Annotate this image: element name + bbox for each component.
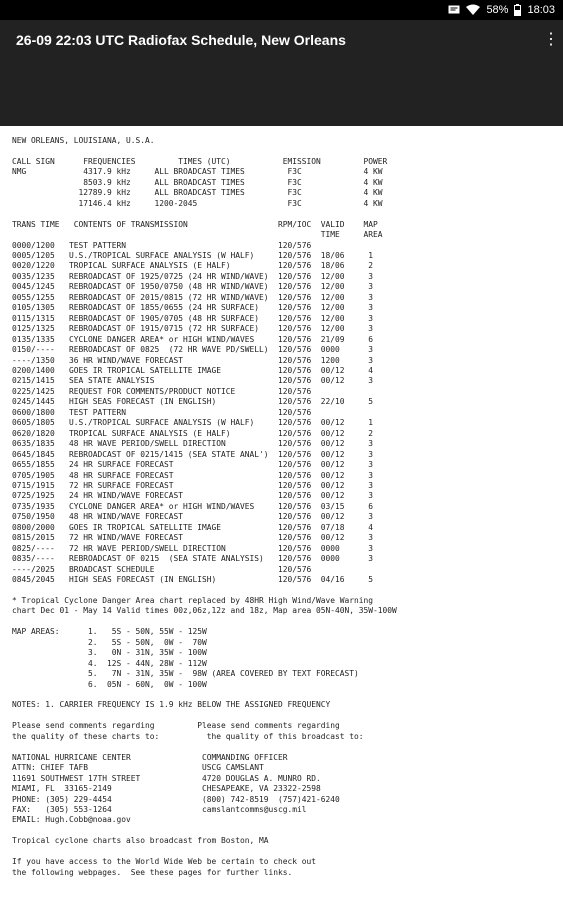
- document-line: 0815/2015 72 HR WIND/WAVE FORECAST 120/576 00/12 3: [12, 533, 374, 543]
- document-line: 0150/---- REBROADCAST OF 0825 (72 HR WAVE PD/SWELL) 120/576 0000 3: [12, 345, 374, 355]
- page-title: 26-09 22:03 UTC Radiofax Schedule, New Orleans: [16, 32, 346, 48]
- document-line: 0125/1325 REBROADCAST OF 1915/0715 (72 HR SURFACE) 120/576 12/00 3: [12, 324, 374, 334]
- document-line: 0035/1235 REBROADCAST OF 1925/0725 (24 HR WIND/WAVE) 120/576 12/00 3: [12, 271, 374, 281]
- battery-percent: 58%: [486, 4, 509, 16]
- document-line: 0705/1905 48 HR SURFACE FORECAST 120/576 00/12 3: [12, 470, 374, 480]
- document-line: 0115/1315 REBROADCAST OF 1905/0705 (48 HR SURFACE) 120/576 12/00 3: [12, 313, 374, 323]
- document-line: * Tropical Cyclone Danger Area chart replaced by 48HR High Wind/Wave Warning: [12, 595, 374, 605]
- document-line: ----/2025 BROADCAST SCHEDULE 120/576: [12, 564, 312, 574]
- document-line: 0000/1200 TEST PATTERN 120/576: [12, 240, 312, 250]
- document-line: 0225/1425 REQUEST FOR COMMENTS/PRODUCT NOTICE 120/576: [12, 386, 312, 396]
- document-line: FAX: (305) 553-1264 camslantcomms@uscg.mil: [12, 805, 307, 814]
- document-line: 11691 SOUTHWEST 17TH STREET 4720 DOUGLAS A. MUNRO RD.: [12, 773, 321, 783]
- document-line: 0735/1935 CYCLONE DANGER AREA* or HIGH WIND/WAVES 120/576 03/15 6: [12, 501, 374, 511]
- clock: 18:03: [527, 4, 555, 16]
- document-line: 0635/1835 48 HR WAVE PERIOD/SWELL DIRECTION 120/576 00/12 3: [12, 439, 374, 449]
- document-line: NEW ORLEANS, LOUISIANA, U.S.A.: [12, 136, 155, 145]
- message-icon: [448, 5, 460, 15]
- document-line: PHONE: (305) 229-4454 (800) 742-8519 (757)421-6240: [12, 794, 340, 804]
- document-line: Tropical cyclone charts also broadcast from Boston, MA: [12, 836, 269, 846]
- document-line: 0845/2045 HIGH SEAS FORECAST (IN ENGLISH) 120/576 04/16 5: [12, 575, 374, 585]
- document-line: 2. 5S - 50N, 0W - 70W: [12, 637, 207, 647]
- document-line: 0135/1335 CYCLONE DANGER AREA* or HIGH WIND/WAVES 120/576 21/09 6: [12, 334, 374, 344]
- document-line: 0200/1400 GOES IR TROPICAL SATELLITE IMAGE 120/576 00/12 4: [12, 365, 374, 375]
- document-line: 0020/1220 TROPICAL SURFACE ANALYSIS (E HALF) 120/576 18/06 2: [12, 261, 374, 271]
- document-line: 0620/1820 TROPICAL SURFACE ANALYSIS (E HALF) 120/576 00/12 2: [12, 428, 374, 438]
- document-line: MAP AREAS: 1. 5S - 50N, 55W - 125W: [12, 627, 207, 637]
- document-line: 0005/1205 U.S./TROPICAL SURFACE ANALYSIS (W HALF) 120/576 18/06 1: [12, 250, 374, 260]
- document-line: TRANS TIME CONTENTS OF TRANSMISSION RPM/IOC VALID MAP: [12, 219, 378, 229]
- document-line: 0245/1445 HIGH SEAS FORECAST (IN ENGLISH) 120/576 22/10 5: [12, 397, 374, 407]
- document-line: the following webpages. See these pages for further links.: [12, 867, 293, 877]
- document-line: 8503.9 kHz ALL BROADCAST TIMES F3C 4 KW: [12, 177, 383, 187]
- document-line: ATTN: CHIEF TAFB USCG CAMSLANT: [12, 763, 264, 773]
- document-line: NATIONAL HURRICANE CENTER COMMANDING OFFICER: [12, 752, 288, 762]
- document-line: 0105/1305 REBROADCAST OF 1855/0655 (24 HR SURFACE) 120/576 12/00 3: [12, 303, 374, 313]
- document-line: 5. 7N - 31N, 35W - 98W (AREA COVERED BY TEXT FORECAST): [12, 669, 359, 679]
- document-line: 0215/1415 SEA STATE ANALYSIS 120/576 00/12 3: [12, 376, 374, 386]
- document-line: 0725/1925 24 HR WIND/WAVE FORECAST 120/576 00/12 3: [12, 491, 374, 501]
- overflow-menu-icon[interactable]: ⋮: [543, 31, 559, 48]
- document-line: 0645/1845 REBROADCAST OF 0215/1415 (SEA STATE ANAL') 120/576 00/12 3: [12, 449, 374, 459]
- document-line: TIME AREA: [12, 230, 383, 240]
- document-line: 0825/---- 72 HR WAVE PERIOD/SWELL DIRECTION 120/576 0000 3: [12, 543, 374, 553]
- document-line: 0750/1950 48 HR WIND/WAVE FORECAST 120/576 00/12 3: [12, 512, 374, 522]
- document-line: chart Dec 01 - May 14 Valid times 00z,06z,12z and 18z, Map area 05N-40N, 35W-100W: [12, 606, 397, 616]
- document-line: 0655/1855 24 HR SURFACE FORECAST 120/576 00/12 3: [12, 460, 374, 470]
- document-line: 0055/1255 REBROADCAST OF 2015/0815 (72 HR WIND/WAVE) 120/576 12/00 3: [12, 292, 374, 302]
- document-line: 0800/2000 GOES IR TROPICAL SATELLITE IMAGE 120/576 07/18 4: [12, 522, 374, 532]
- document-line: Please send comments regarding Please send comments regarding: [12, 721, 340, 731]
- status-bar: [0, 0, 563, 20]
- document-line: 3. 0N - 31N, 35W - 100W: [12, 648, 207, 658]
- document-line: CALL SIGN FREQUENCIES TIMES (UTC) EMISSION POWER: [12, 156, 388, 166]
- document-line: 4. 12S - 44N, 28W - 112W: [12, 658, 207, 668]
- schedule-document: [12, 136, 557, 896]
- document-line: 6. 05N - 60N, 0W - 100W: [12, 679, 207, 689]
- document-line: 0835/---- REBROADCAST OF 0215 (SEA STATE ANALYSIS) 120/576 0000 3: [12, 554, 374, 564]
- document-line: 0715/1915 72 HR SURFACE FORECAST 120/576 00/12 3: [12, 480, 374, 490]
- document-line: the quality of these charts to: the quality of this broadcast to:: [12, 731, 364, 741]
- document-line: NMG 4317.9 kHz ALL BROADCAST TIMES F3C 4 KW: [12, 167, 383, 177]
- app-bar: [0, 20, 563, 126]
- battery-icon: [514, 4, 521, 16]
- document-line: NOTES: 1. CARRIER FREQUENCY IS 1.9 kHz BELOW THE ASSIGNED FREQUENCY: [12, 700, 331, 710]
- status-icons: [448, 2, 555, 18]
- document-line: If you have access to the World Wide Web be certain to check out: [12, 857, 317, 867]
- document-line: ----/1350 36 HR WIND/WAVE FORECAST 120/576 1200 3: [12, 355, 374, 365]
- document-line: EMAIL: Hugh.Cobb@noaa.gov: [12, 815, 131, 825]
- wifi-icon: [466, 4, 480, 16]
- document-line: 0045/1245 REBROADCAST OF 1950/0750 (48 HR WIND/WAVE) 120/576 12/00 3: [12, 282, 374, 292]
- document-line: 0605/1805 U.S./TROPICAL SURFACE ANALYSIS (W HALF) 120/576 00/12 1: [12, 418, 374, 428]
- document-line: 0600/1800 TEST PATTERN 120/576: [12, 407, 312, 417]
- document-line: MIAMI, FL 33165-2149 CHESAPEAKE, VA 23322-2598: [12, 784, 321, 794]
- document-line: 12789.9 kHz ALL BROADCAST TIMES F3C 4 KW: [12, 188, 383, 198]
- document-line: 17146.4 kHz 1200-2045 F3C 4 KW: [12, 198, 383, 208]
- schedule-text: [12, 136, 557, 878]
